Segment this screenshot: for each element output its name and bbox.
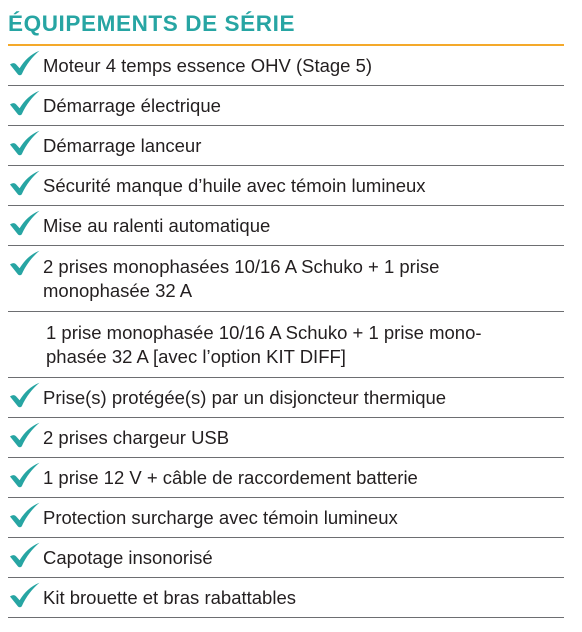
list-item-wheelbarrow-kit [8,578,564,618]
list-item-overload-protection [8,498,564,538]
list-item-label: 1 prise 12 V + câble de raccordement batterie [43,467,418,488]
list-item-oil-safety [8,166,564,206]
list-item-outlets [8,246,564,312]
checkmark-icon [8,502,42,528]
list-item-engine [8,46,564,86]
list-item-label: Démarrage lanceur [43,135,202,156]
list-item-label: Capotage insonorisé [43,547,213,568]
list-item-label: Protection surcharge avec témoin lumineux [43,507,398,528]
checkmark-icon [8,462,42,488]
list-item-label: Mise au ralenti automatique [43,215,271,236]
checkmark-icon [8,422,42,448]
list-item-12v-outlet [8,458,564,498]
checkmark-icon [8,90,42,116]
list-item-thermal-breaker [8,378,564,418]
list-item-soundproof-cover [8,538,564,578]
checkmark-icon [8,582,42,608]
list-item-electric-start [8,86,564,126]
checkmark-icon [8,50,42,76]
standard-equipment-panel [8,0,564,618]
checkmark-icon [8,170,42,196]
list-item-recoil-start [8,126,564,166]
list-item-label-line1: 2 prises monophasées 10/16 A Schuko + 1 prise [43,256,440,277]
equipment-list [8,46,564,618]
list-item-label-line2: phasée 32 A [avec l’option KIT DIFF] [46,346,346,367]
checkmark-icon [8,382,42,408]
list-item-label: Kit brouette et bras rabattables [43,587,296,608]
checkmark-icon [8,542,42,568]
list-item-label-line1: 1 prise monophasée 10/16 A Schuko + 1 prise mono- [46,322,482,343]
checkmark-icon [8,250,42,276]
list-item-label-line2: monophasée 32 A [43,280,193,301]
section-title: ÉQUIPEMENTS DE SÉRIE [8,11,296,36]
list-item-label: Moteur 4 temps essence OHV (Stage 5) [43,55,373,76]
list-item-auto-idle [8,206,564,246]
list-item-label: Prise(s) protégée(s) par un disjoncteur thermique [43,387,447,408]
list-item-label: 2 prises chargeur USB [43,427,230,448]
checkmark-icon [8,210,42,236]
checkmark-icon [8,130,42,156]
list-item-outlets-kit-diff-option [8,312,564,378]
list-item-label: Démarrage électrique [43,95,221,116]
list-item-label: Sécurité manque d’huile avec témoin lumineux [43,175,426,196]
list-item-usb-chargers [8,418,564,458]
